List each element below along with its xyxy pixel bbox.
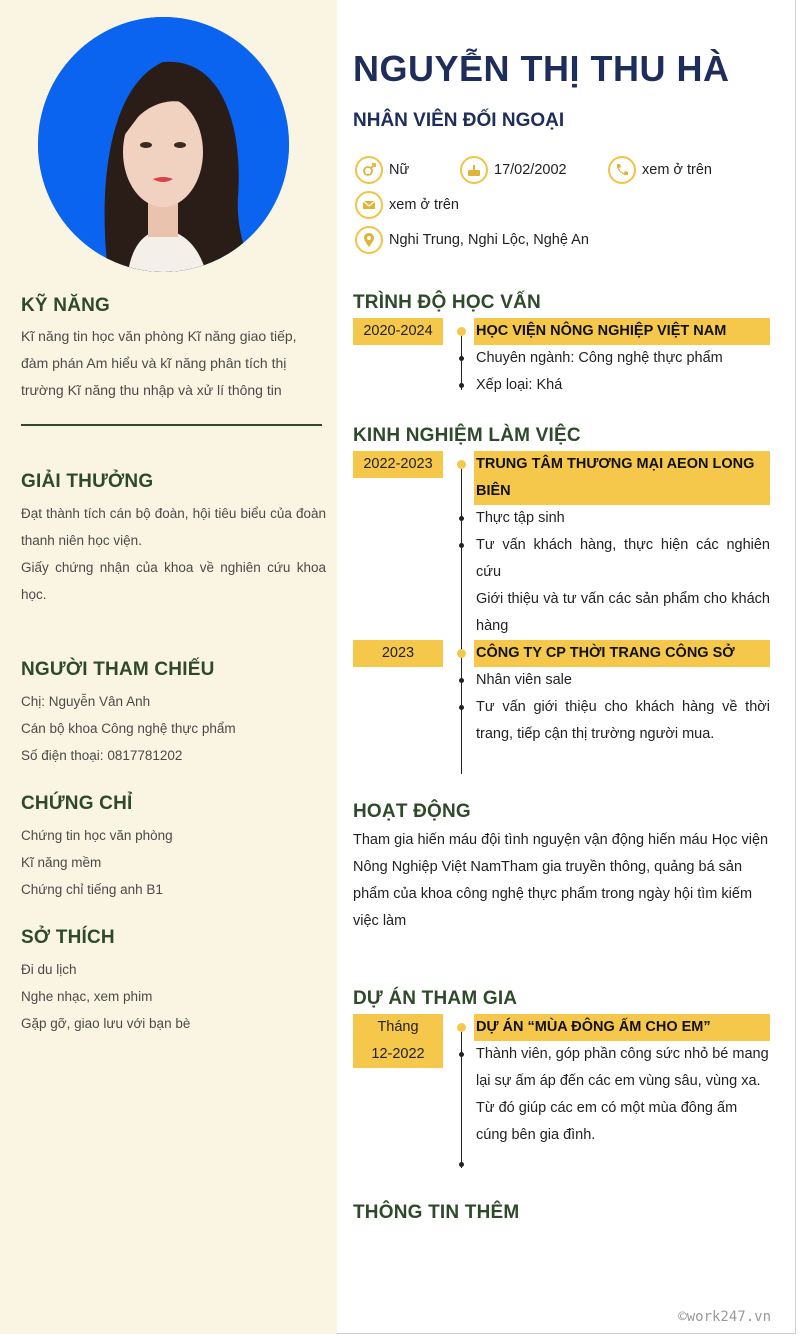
certificates-title: CHỨNG CHỈ — [21, 793, 133, 814]
timeline-dot — [459, 356, 464, 361]
reference-item: Cán bộ khoa Công nghệ thực phẩm — [21, 721, 236, 736]
gender-icon — [355, 156, 383, 184]
job-company: CÔNG TY CP THỜI TRANG CÔNG SỞ — [474, 640, 770, 667]
timeline-dot — [459, 516, 464, 521]
timeline-dot — [459, 383, 464, 388]
project-detail: Thành viên, góp phần công sức nhỏ bé mang lại sự ấm áp đến các em vùng sâu, vùng xa. Từ đó giúp các em có một mùa đông ấm cúng bên gia đình. — [476, 1046, 769, 1143]
awards-title: GIẢI THƯỞNG — [21, 471, 154, 492]
map-icon — [355, 226, 383, 254]
certificate-item: Kĩ năng mềm — [21, 855, 102, 870]
activities-title: HOẠT ĐỘNG — [353, 801, 471, 822]
award-item: Giấy chứng nhận của khoa về nghiên cứu khoa học. — [21, 560, 326, 602]
sidebar — [0, 0, 337, 1334]
education-date: 2020-2024 — [353, 318, 443, 345]
job-detail: Thực tập sinh — [476, 510, 565, 526]
phone-icon — [608, 156, 636, 184]
certificates-list — [21, 822, 326, 903]
timeline-dot — [459, 705, 464, 710]
education-detail: Xếp loại: Khá — [476, 377, 563, 393]
activities-text: Tham gia hiến máu đội tình nguyện vận động hiến máu Học viện Nông Nghiệp Việt NamTham gia truyền thông, quảng bá sản phẩm của khoa công nghệ thực phẩm trong ngày hội tìm kiếm việc làm — [353, 832, 769, 929]
job-date: 2023 — [353, 640, 443, 667]
hobby-item: Đi du lịch — [21, 962, 77, 977]
awards-list — [21, 500, 326, 608]
hobbies-title: SỞ THÍCH — [21, 927, 115, 948]
timeline-dot — [459, 1162, 464, 1167]
timeline-dot — [457, 1023, 466, 1032]
award-item: Đạt thành tích cán bộ đoàn, hội tiêu biểu của đoàn thanh niên học viện. — [21, 506, 326, 548]
gender-value: Nữ — [389, 162, 410, 178]
phone-value: xem ở trên — [642, 162, 712, 178]
candidate-name: NGUYỄN THỊ THU HÀ — [353, 48, 730, 89]
timeline-dot — [459, 1052, 464, 1057]
certificate-item: Chứng chỉ tiếng anh B1 — [21, 882, 163, 897]
education-school: HỌC VIỆN NÔNG NGHIỆP VIỆT NAM — [474, 318, 770, 345]
main-content — [337, 0, 796, 1334]
hobbies-list — [21, 956, 326, 1037]
phone-info — [608, 156, 712, 184]
job-company: TRUNG TÂM THƯƠNG MẠI AEON LONG BIÊN — [474, 451, 770, 505]
education-detail: Chuyên ngành: Công nghệ thực phẩm — [476, 350, 723, 366]
timeline-dot — [457, 460, 466, 469]
reference-item: Chị: Nguyễn Vân Anh — [21, 694, 151, 709]
project-name: DỰ ÁN “MÙA ĐÔNG ẤM CHO EM” — [474, 1014, 770, 1041]
job-detail: Nhân viên sale — [476, 672, 572, 688]
watermark: ©work247.vn — [678, 1309, 771, 1325]
experience-title: KINH NGHIỆM LÀM VIỆC — [353, 425, 581, 446]
hobby-item: Gặp gỡ, giao lưu với bạn bè — [21, 1016, 191, 1031]
references-list — [21, 688, 326, 769]
job-date: 2022-2023 — [353, 451, 443, 478]
job-title: NHÂN VIÊN ĐỐI NGOẠI — [353, 110, 565, 131]
birthday-info — [460, 156, 567, 184]
email-icon — [355, 191, 383, 219]
references-title: NGƯỜI THAM CHIẾU — [21, 659, 215, 680]
timeline-dot — [459, 678, 464, 683]
email-value: xem ở trên — [389, 197, 459, 213]
job-detail: Tư vấn khách hàng, thực hiện các nghiên cứu — [476, 537, 770, 580]
address-info — [355, 226, 589, 254]
birthday-value: 17/02/2002 — [494, 162, 567, 178]
job-detail: Tư vấn giới thiệu cho khách hàng về thời trang, tiếp cận thị trường người mua. — [476, 699, 770, 742]
extra-info-title: THÔNG TIN THÊM — [353, 1202, 520, 1223]
job-detail: Giới thiệu và tư vấn các sản phẩm cho khách hàng — [476, 591, 770, 634]
reference-item: Số điện thoại: 0817781202 — [21, 748, 183, 763]
gender-info — [355, 156, 409, 184]
timeline-dot — [459, 543, 464, 548]
hobby-item: Nghe nhạc, xem phim — [21, 989, 153, 1004]
certificate-item: Chứng tin học văn phòng — [21, 828, 173, 843]
project-date: Tháng 12-2022 — [353, 1014, 443, 1068]
avatar — [38, 17, 289, 272]
skills-title: KỸ NĂNG — [21, 295, 111, 316]
timeline-line — [461, 462, 462, 774]
projects-title: DỰ ÁN THAM GIA — [353, 988, 518, 1009]
divider — [21, 424, 322, 426]
skills-text: Kĩ năng tin học văn phòng Kĩ năng giao tiếp, đàm phán Am hiểu và kĩ năng phân tích thị trường Kĩ năng thu nhập và xử lí thông tin — [21, 328, 297, 398]
email-info — [355, 191, 459, 219]
address-value: Nghi Trung, Nghi Lộc, Nghệ An — [389, 232, 589, 248]
cake-icon — [460, 156, 488, 184]
education-title: TRÌNH ĐỘ HỌC VẤN — [353, 292, 541, 313]
timeline-line — [461, 1026, 462, 1168]
timeline-dot — [457, 327, 466, 336]
timeline-dot — [457, 649, 466, 658]
